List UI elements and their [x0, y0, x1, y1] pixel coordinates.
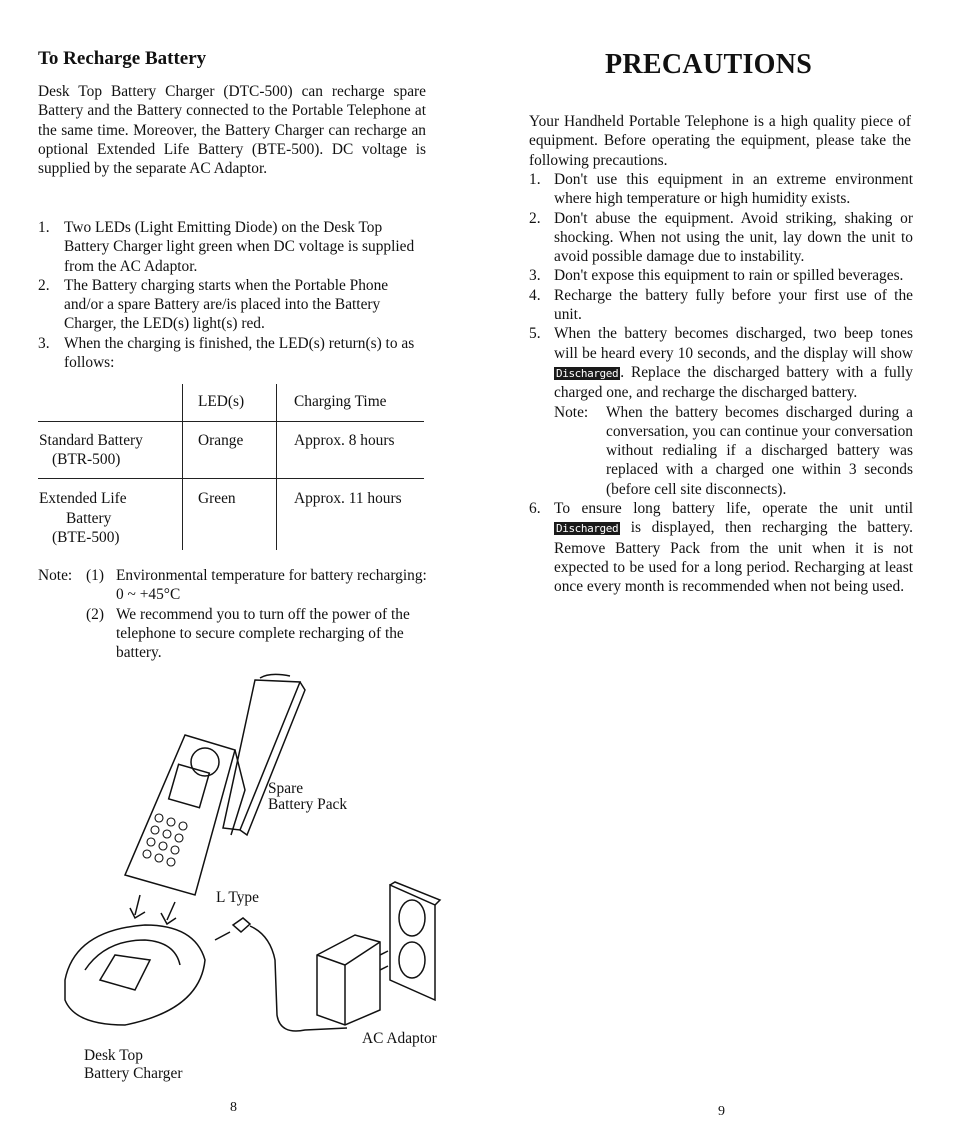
arrow-down-icon — [130, 895, 145, 918]
list-item: 1. Don't use this equipment in an extreme environment where high temperature or high humidity exists. — [529, 171, 913, 208]
charger-illustration — [55, 670, 455, 1070]
table-cell-led: Green — [198, 490, 236, 507]
label-spare: Spare — [268, 780, 304, 797]
list-item: 3. Don't expose this equipment to rain or spilled beverages. — [529, 267, 904, 285]
arrow-down-icon — [161, 902, 176, 924]
table-divider — [182, 384, 183, 550]
table-cell-battery: Extended Life — [39, 490, 127, 507]
table-cell-battery: Standard Battery — [39, 432, 143, 449]
note-item: Note: When the battery becomes discharged during a conversation, you can continue your conversation without redialing if a discharged battery was replaced with a charged one within 3 seconds (before cell site disconnects). — [554, 403, 913, 498]
page-title-precautions: PRECAUTIONS — [605, 49, 813, 80]
table-divider — [38, 421, 424, 422]
note-label: Note: — [38, 567, 73, 584]
table-cell-led: Orange — [198, 432, 244, 449]
list-item: 2. The Battery charging starts when the Portable Phone and/or a spare Battery are/is placed into the Battery Charger, the LED(s) light(s) red. — [38, 276, 389, 333]
recharge-steps — [38, 218, 426, 372]
table-cell-model: (BTE-500) — [52, 529, 120, 546]
table-cell-model: (BTR-500) — [52, 451, 121, 468]
page-number-right: 9 — [718, 1104, 725, 1119]
label-desk-charger: Battery Charger — [84, 1065, 183, 1082]
list-item: 6. To ensure long battery life, operate the unit until Discharged is displayed, then recharging the battery. Remove Battery Pack from the unit when it is not expected to be used for a long period. Recharging at least once every month is recommended when not being used. — [529, 500, 913, 596]
page-number-left: 8 — [230, 1100, 237, 1115]
recharge-intro: Desk Top Battery Charger (DTC-500) can recharge spare Battery and the Battery connected to the Portable Telephone at the same time. Moreover, the Battery Charger can recharge an optional Extended Life Battery (BTE-500). DC voltage is supplied by the separate AC Adaptor. — [38, 83, 426, 178]
table-cell-battery-2: Battery — [66, 510, 112, 527]
note-item: (2) We recommend you to turn off the power of the telephone to secure complete recharging of the battery. — [86, 605, 410, 662]
desk-charger-icon — [65, 925, 205, 1025]
list-item: 2. Don't abuse the equipment. Avoid striking, shaking or shocking. When not using the unit, lay down the unit to avoid possible damage due to instability. — [529, 209, 913, 266]
l-type-cord-icon — [215, 918, 347, 1031]
list-item: 4. Recharge the battery fully before your first use of the unit. — [529, 286, 913, 324]
section-heading-recharge: To Recharge Battery — [38, 48, 207, 69]
table-cell-time: Approx. 8 hours — [294, 432, 395, 449]
table-divider — [38, 478, 424, 479]
precautions-list — [529, 170, 913, 597]
list-item: 5. When the battery becomes discharged, two beep tones will be heard every 10 seconds, and the display will show Discharged . Replace the discharged battery with a fully charged one, and recharge the discharged battery. Note: When the battery becomes discharged during a conversation, you can continue your conversation without redialing if a discharged battery was replaced with a charged one within 3 seconds (before cell site disconnects). — [529, 325, 913, 498]
precautions-intro: Your Handheld Portable Telephone is a high quality piece of equipment. Before operating the equipment, please take the following precautions. — [529, 113, 911, 169]
note-item: Note: (1) Environmental temperature for battery recharging: 0 ~ +45°C — [38, 567, 427, 604]
label-desk-top: Desk Top — [84, 1047, 143, 1064]
wall-outlet-icon — [390, 882, 440, 1000]
list-item: 1. Two LEDs (Light Emitting Diode) on the Desk Top Battery Charger light green when DC voltage is supplied from the AC Adaptor. — [38, 219, 415, 275]
discharged-indicator: Discharged — [556, 522, 619, 536]
note-label: Note: — [554, 403, 589, 421]
table-header-led: LED(s) — [198, 393, 245, 410]
table-header-time: Charging Time — [294, 393, 387, 410]
discharged-indicator: Discharged — [556, 366, 619, 380]
list-item: 3. When the charging is finished, the LED(s) return(s) to as follows: — [38, 334, 415, 372]
label-spare-2: Battery Pack — [268, 796, 348, 813]
ac-adaptor-icon — [317, 935, 388, 1025]
label-ac-adaptor: AC Adaptor — [362, 1030, 437, 1047]
label-l-type: L Type — [216, 889, 259, 906]
charging-notes — [38, 566, 428, 662]
table-cell-time: Approx. 11 hours — [294, 490, 402, 507]
portable-phone-icon — [125, 735, 245, 895]
table-divider — [276, 384, 277, 550]
